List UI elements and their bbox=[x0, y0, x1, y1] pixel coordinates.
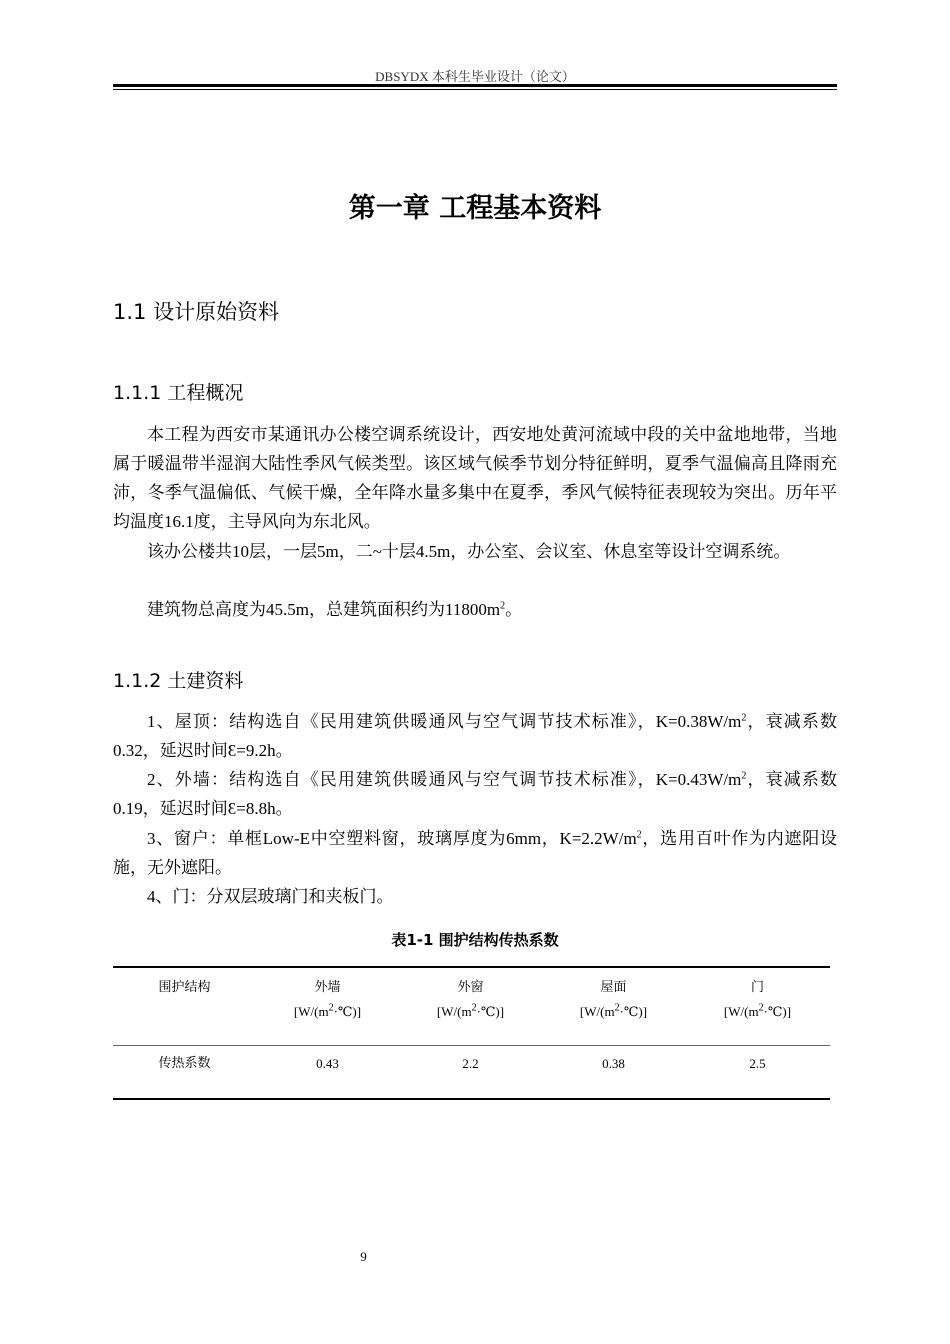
civil-door-paragraph: 4、门：分双层玻璃门和夹板门。 bbox=[147, 887, 394, 906]
table-row-label: 传热系数 bbox=[158, 1056, 211, 1071]
civil-wall-paragraph: 2、外墙：结构选自《民用建筑供暖通风与空气调节技术标准》，$K=0.43W/m^2$，衰减系数0.19，延迟时间Ɛ=8.8h。 bbox=[113, 770, 838, 818]
table-cell-window-value: 2.2 bbox=[462, 1056, 479, 1071]
section-heading-1-1-1: 1.1.1 工程概况 bbox=[113, 382, 244, 404]
table-header-window: 外窗 $[W/(m^2\cdot℃)]$ bbox=[436, 980, 505, 1019]
table-caption: 表1-1 围护结构传热系数 bbox=[391, 931, 559, 949]
page-header: DBSYDX 本科生毕业设计（论文） bbox=[375, 69, 575, 84]
table-mid-rule bbox=[113, 1045, 830, 1046]
overview-paragraph-1: 本工程为西安市某通讯办公楼空调系统设计，西安地处黄河流域中段的关中盆地地带，当地属于暖温带半湿润大陆性季风气候类型。该区域气候季节划分特征鲜明，夏季气温偏高且降雨充沛，冬季气温偏低、气候干燥，全年降水量多集中在夏季，季风气候特征表现较为突出。历年平均温度16.1度，主导风向为东北风。 bbox=[113, 425, 837, 531]
section-heading-1-1-2: 1.1.2 土建资料 bbox=[113, 670, 244, 692]
table-cell-wall-value: 0.43 bbox=[316, 1056, 339, 1071]
section-heading-1-1: 1.1 设计原始资料 bbox=[113, 300, 280, 324]
overview-paragraph-2: 该办公楼共10层，一层5m，二~十层4.5m，办公室、会议室、休息室等设计空调系统。 bbox=[147, 542, 791, 561]
chapter-title: 第一章 工程基本资料 bbox=[348, 193, 602, 224]
table-cell-door-value: 2.5 bbox=[749, 1056, 766, 1071]
table-bottom-rule bbox=[113, 1098, 830, 1100]
table-header-wall: 外墙 $[W/(m^2\cdot℃)]$ bbox=[293, 980, 362, 1019]
table-cell-roof-value: 0.38 bbox=[602, 1056, 625, 1071]
table-header-structure: 围护结构 bbox=[158, 980, 211, 995]
header-rule-thin bbox=[113, 89, 837, 90]
table-header-door: 门 $[W/(m^2\cdot℃)]$ bbox=[723, 980, 792, 1019]
civil-roof-paragraph: 1、屋顶：结构选自《民用建筑供暖通风与空气调节技术标准》，$K=0.38W/m^2$，衰减系数0.32，延迟时间Ɛ=9.2h。 bbox=[113, 712, 838, 760]
table-header-roof: 屋面 $[W/(m^2\cdot℃)]$ bbox=[579, 980, 648, 1019]
page-number: 9 bbox=[360, 1249, 367, 1264]
civil-window-paragraph: 3、窗户：单框Low-E中空塑料窗，玻璃厚度为6mm，$K=2.2W/m^2$，选用百叶作为内遮阳设施，无外遮阳。 bbox=[113, 829, 838, 877]
table-top-rule bbox=[113, 966, 830, 968]
overview-paragraph-3: 建筑物总高度为45.5m，总建筑面积约为$11800m^2$。 bbox=[147, 600, 523, 619]
header-rule-thick bbox=[113, 84, 837, 87]
